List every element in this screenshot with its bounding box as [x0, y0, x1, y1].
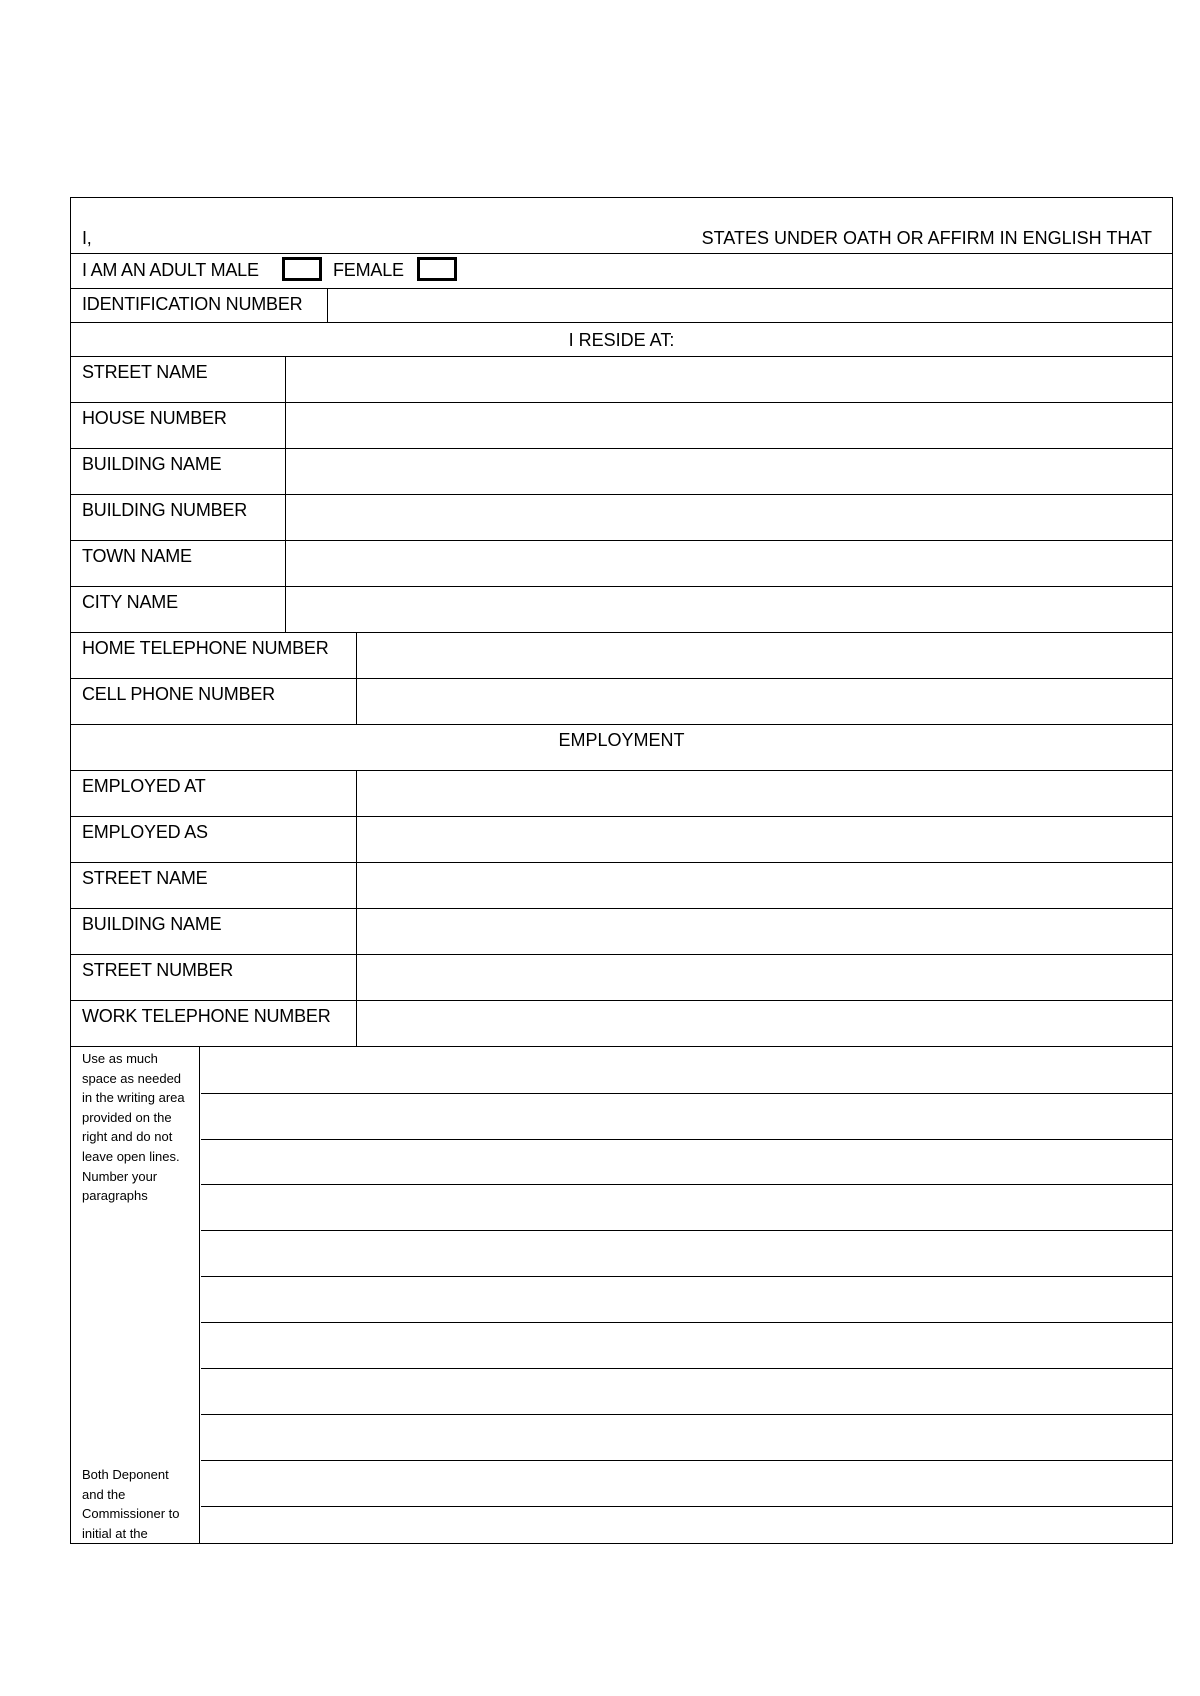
male-checkbox[interactable] — [282, 257, 322, 281]
instructions-column — [71, 1047, 200, 1543]
oath-statement: STATES UNDER OATH OR AFFIRM IN ENGLISH THAT — [701, 228, 1152, 248]
female-checkbox[interactable] — [417, 257, 457, 281]
field-label: STREET NAME — [82, 362, 208, 382]
male-label: I AM AN ADULT MALE — [82, 260, 259, 280]
employment-row-employed-as — [71, 817, 1172, 863]
statement-writing-area — [71, 1047, 1172, 1543]
employed-as-field[interactable] — [357, 817, 1172, 862]
employment-row-street-name — [71, 863, 1172, 909]
building-name-field[interactable] — [286, 449, 1172, 494]
field-label: CITY NAME — [82, 592, 178, 612]
affidavit-form — [70, 197, 1173, 1544]
writing-line[interactable] — [201, 1184, 1172, 1231]
employed-at-field[interactable] — [357, 771, 1172, 816]
writing-line[interactable] — [201, 1506, 1172, 1543]
field-label: BUILDING NAME — [82, 454, 222, 474]
residence-row-city-name — [71, 587, 1172, 633]
field-label: HOME TELEPHONE NUMBER — [82, 638, 329, 658]
field-label: EMPLOYED AT — [82, 776, 206, 796]
writing-line[interactable] — [201, 1322, 1172, 1369]
work-street-name-field[interactable] — [357, 863, 1172, 908]
writing-line[interactable] — [201, 1460, 1172, 1507]
employment-row-employed-at — [71, 771, 1172, 817]
field-label: STREET NAME — [82, 868, 208, 888]
field-label: BUILDING NAME — [82, 914, 222, 934]
residence-row-street-name — [71, 357, 1172, 403]
field-label: TOWN NAME — [82, 546, 192, 566]
phone-row-home — [71, 633, 1172, 679]
city-name-field[interactable] — [286, 587, 1172, 632]
house-number-field[interactable] — [286, 403, 1172, 448]
phone-row-cell — [71, 679, 1172, 725]
building-number-field[interactable] — [286, 495, 1172, 540]
employment-row-street-number — [71, 955, 1172, 1001]
identification-number-field[interactable] — [328, 289, 1172, 322]
gender-row — [71, 254, 1172, 289]
field-label: BUILDING NUMBER — [82, 500, 248, 520]
employment-heading-row — [71, 725, 1172, 771]
residence-heading: I RESIDE AT: — [568, 330, 675, 350]
identification-label: IDENTIFICATION NUMBER — [82, 294, 303, 314]
writing-line[interactable] — [201, 1139, 1172, 1185]
field-label: CELL PHONE NUMBER — [82, 684, 275, 704]
employment-row-building-name — [71, 909, 1172, 955]
field-label: EMPLOYED AS — [82, 822, 208, 842]
residence-row-building-number — [71, 495, 1172, 541]
work-street-number-field[interactable] — [357, 955, 1172, 1000]
home-telephone-field[interactable] — [357, 633, 1172, 678]
initial-instructions: Both Deponent and the Commissioner to initial at the — [82, 1467, 180, 1541]
residence-row-building-name — [71, 449, 1172, 495]
writing-line[interactable] — [201, 1230, 1172, 1277]
work-building-name-field[interactable] — [357, 909, 1172, 954]
declarant-name-field[interactable] — [111, 198, 751, 254]
residence-row-town-name — [71, 541, 1172, 587]
residence-row-house-number — [71, 403, 1172, 449]
field-label: WORK TELEPHONE NUMBER — [82, 1006, 331, 1026]
writing-line[interactable] — [201, 1414, 1172, 1461]
employment-row-work-telephone — [71, 1001, 1172, 1047]
residence-heading-row — [71, 323, 1172, 357]
writing-line[interactable] — [201, 1368, 1172, 1415]
street-name-field[interactable] — [286, 357, 1172, 402]
writing-line[interactable] — [201, 1093, 1172, 1140]
field-label: HOUSE NUMBER — [82, 408, 227, 428]
town-name-field[interactable] — [286, 541, 1172, 586]
writing-instructions: Use as much space as needed in the writing area provided on the right and do not leave open lines. Number your paragraphs — [82, 1051, 185, 1204]
cell-phone-field[interactable] — [357, 679, 1172, 724]
writing-line[interactable] — [201, 1047, 1172, 1094]
writing-line[interactable] — [201, 1276, 1172, 1323]
field-label: STREET NUMBER — [82, 960, 234, 980]
identification-row — [71, 289, 1172, 323]
female-label: FEMALE — [333, 260, 404, 280]
employment-heading: EMPLOYMENT — [558, 730, 685, 750]
oath-row — [71, 198, 1172, 254]
declarant-prefix: I, — [82, 228, 92, 248]
work-telephone-field[interactable] — [357, 1001, 1172, 1046]
